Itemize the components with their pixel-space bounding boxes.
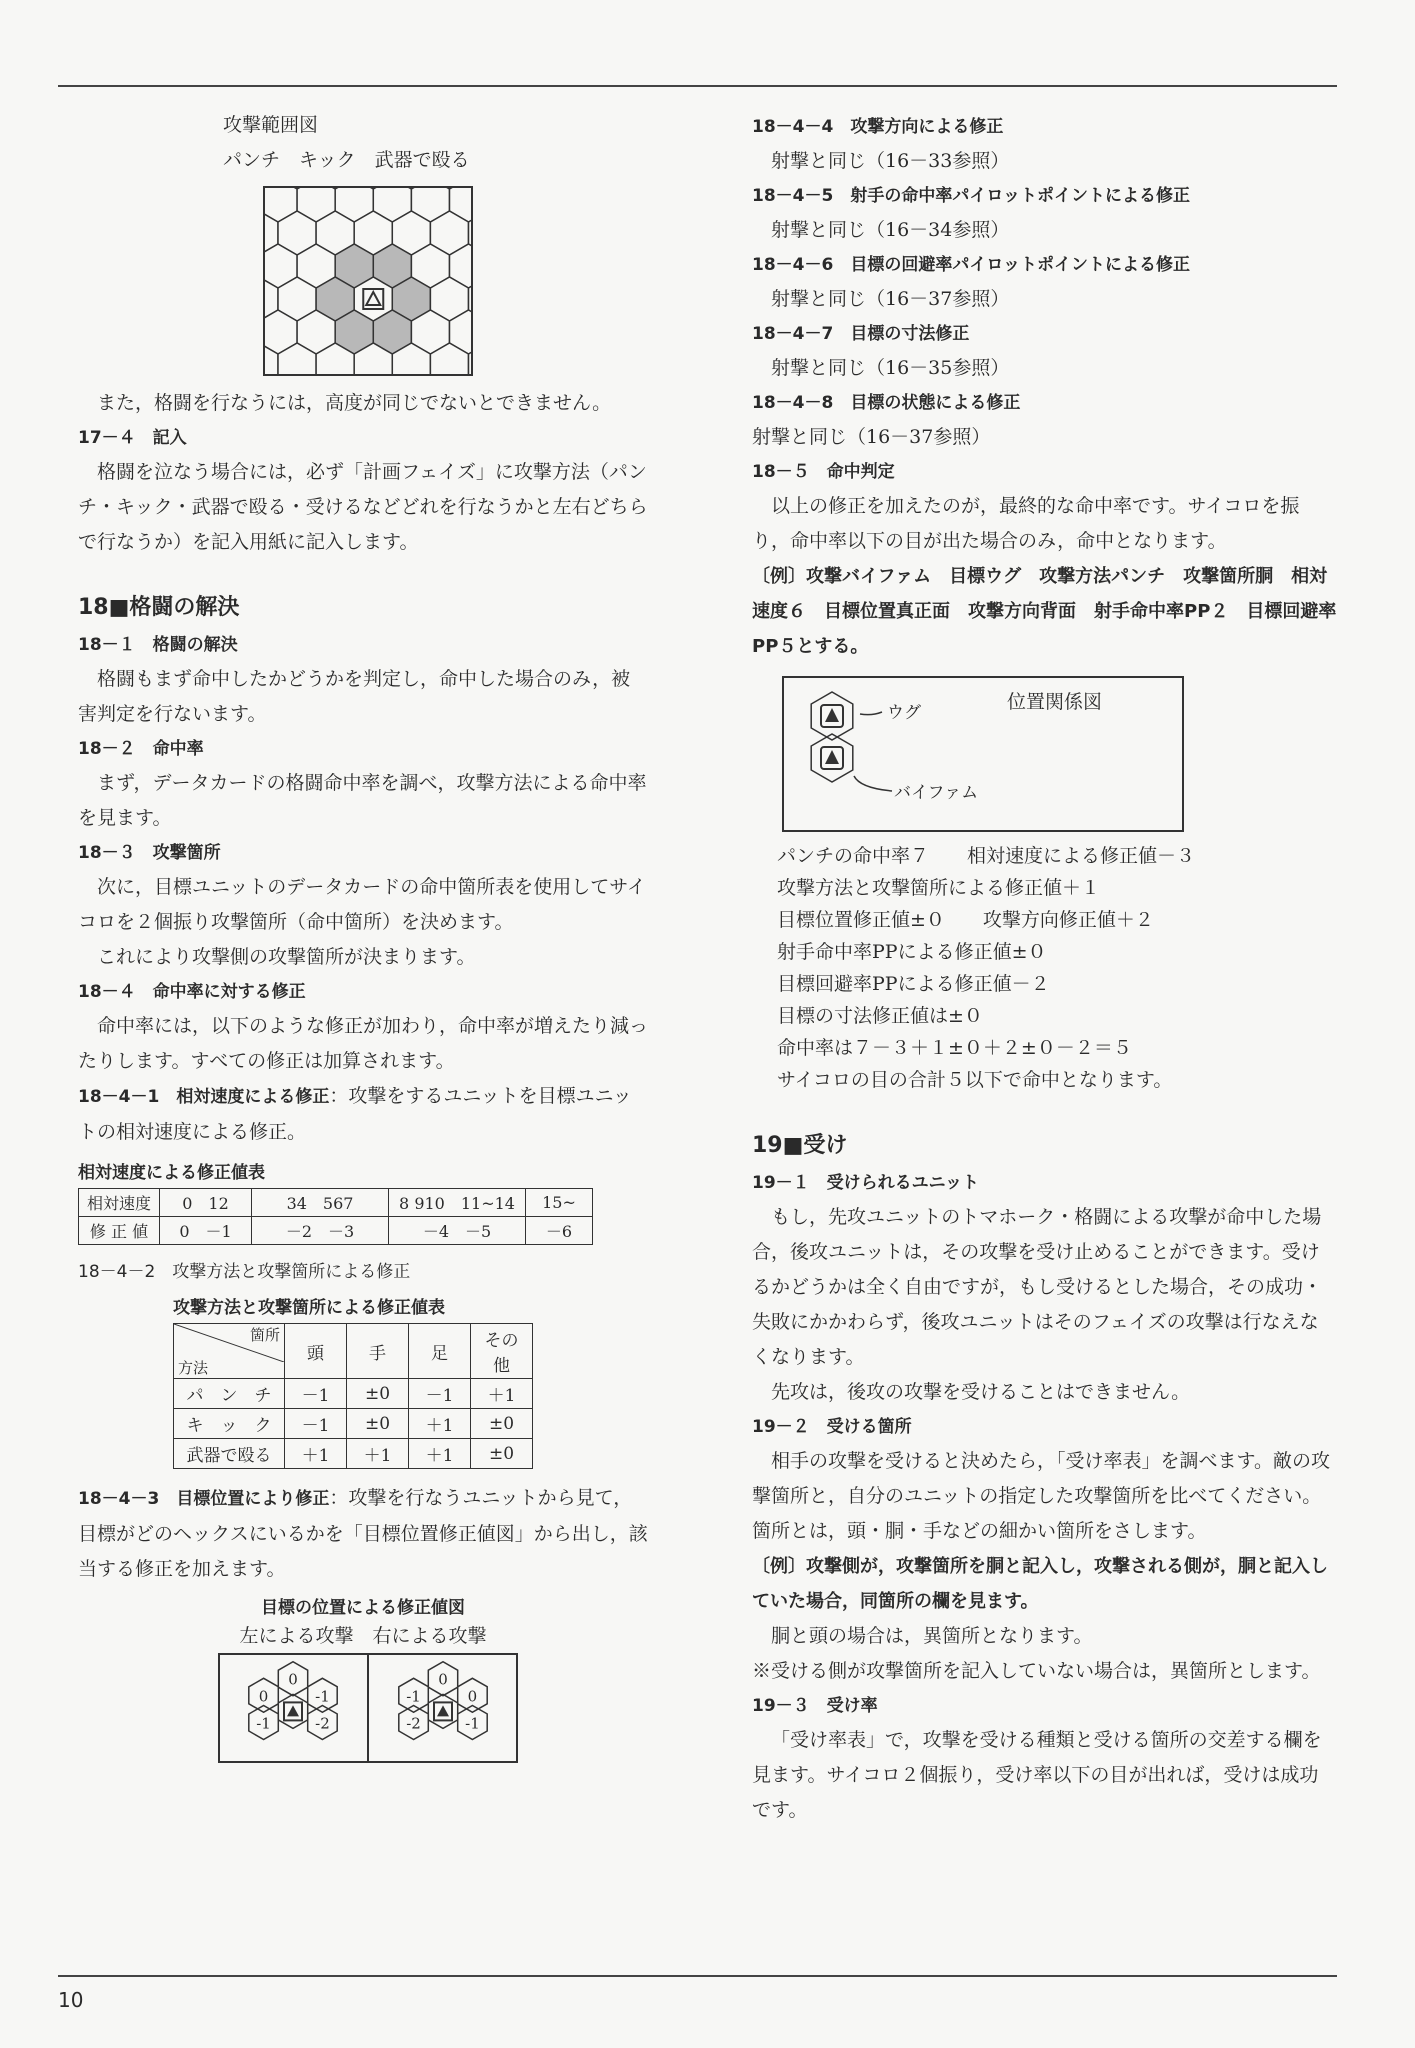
heading-18-4-8: 18－4－8 目標の状態による修正	[752, 393, 1021, 413]
heading-18-4-3: 18－4－3 目標位置により修正	[78, 1489, 330, 1509]
heading-18-3: 18－３ 攻撃箇所	[78, 843, 221, 863]
text-18-4-4: 射撃と同じ（16－33参照）	[771, 150, 1010, 172]
text-18-4-3	[78, 1481, 648, 1587]
table-header: 手	[347, 1324, 409, 1379]
table-cell: ＋1	[409, 1409, 471, 1439]
table-cell: 武器で殴る	[174, 1439, 285, 1469]
bottom-rule	[58, 1975, 1337, 1977]
heading-18-4-1: 18－4－1 相対速度による修正	[78, 1087, 330, 1107]
calc-line: 攻撃方法と攻撃箇所による修正値＋１	[777, 877, 1101, 899]
text-18-3a: 次に，目標ユニットのデータカードの命中箇所表を使用してサイコロを２個振り攻撃箇所（命中箇所）を決めます。	[78, 876, 646, 933]
table-cell: －4 －5	[389, 1217, 526, 1245]
table-row	[79, 1189, 593, 1217]
text-18-2: まず，データカードの格闘命中率を調べ，攻撃方法による命中率を見ます。	[78, 772, 647, 829]
note-text: ※受ける側が攻撃箇所を記入していない場合は，異箇所とします。	[752, 1660, 1321, 1682]
example-2: 〔例〕攻撃側が，攻撃箇所を胴と記入し，攻撃される側が，胴と記入していた場合，同箇所の欄を見ます。	[752, 1556, 1328, 1612]
ugu-label: ウグ	[887, 703, 921, 723]
table-cell: キ ッ ク	[174, 1409, 285, 1439]
text-19-1b: 先攻は，後攻の攻撃を受けることはできません。	[771, 1381, 1191, 1403]
heading-19-1: 19－１ 受けられるユニット	[752, 1173, 979, 1193]
table-cell: 8 910 11~14	[389, 1189, 526, 1217]
heading-18-4-2: 18－4－2 攻撃方法と攻撃箇所による修正	[78, 1262, 411, 1282]
speed-table-title: 相対速度による修正値表	[78, 1163, 265, 1183]
triangle-icon	[287, 1705, 299, 1716]
calc-line: パンチの命中率７ 相対速度による修正値－３	[777, 845, 1196, 867]
text-18-1: 格闘もまず命中したかどうかを判定し，命中した場合のみ，被害判定を行ないます。	[78, 668, 631, 725]
heading-18-5: 18－５ 命中判定	[752, 462, 895, 482]
speed-modifier-table	[78, 1188, 593, 1245]
corner-bottom-label: 方法	[178, 1359, 209, 1377]
modifier-value: 0	[288, 1670, 298, 1689]
modifier-value: 0	[258, 1687, 269, 1706]
text-18-3b: これにより攻撃側の攻撃箇所が決まります。	[97, 946, 476, 968]
table-cell: ＋1	[347, 1439, 409, 1469]
left-column	[78, 108, 648, 1763]
table-cell: ＋1	[471, 1379, 533, 1409]
calc-line: 目標回避率PPによる修正値－２	[777, 973, 1050, 995]
table-cell: ±0	[347, 1409, 409, 1439]
triangle-icon	[825, 708, 839, 722]
calc-line: サイコロの目の合計５以下で命中となります。	[777, 1069, 1173, 1091]
table-cell: 修 正 値	[79, 1217, 160, 1245]
modifier-value: -2	[406, 1714, 421, 1733]
table-cell: －1	[409, 1379, 471, 1409]
table-cell: 0 －1	[160, 1217, 252, 1245]
table-corner-cell	[174, 1324, 285, 1379]
text-19-2: 相手の攻撃を受けると決めたら，「受け率表」を調べます。敵の攻撃箇所と，自分のユニットの指定した攻撃箇所を比べてください。箇所とは，頭・胴・手などの細かい箇所をさします。	[752, 1450, 1330, 1542]
heading-19: 19■受け	[752, 1133, 848, 1158]
page-number: 10	[58, 1988, 84, 2012]
text-18-4-8: 射撃と同じ（16－37参照）	[752, 426, 991, 448]
calc-line: 目標の寸法修正値は±０	[777, 1005, 983, 1027]
table-row	[174, 1379, 533, 1409]
calc-line: 命中率は７－３＋１±０＋２±０－２＝５	[777, 1037, 1132, 1059]
table-header: 頭	[285, 1324, 347, 1379]
heading-18: 18■格闘の解決	[78, 595, 240, 620]
triangle-icon	[825, 750, 839, 764]
position-figure-title: 目標の位置による修正値図	[261, 1598, 465, 1618]
text-18-4-1	[78, 1079, 648, 1150]
text-18-4-1-body: ：攻撃をするユニットを目標ユニットの相対速度による修正。	[78, 1085, 632, 1143]
table-cell: ＋1	[409, 1439, 471, 1469]
table-cell: 0 12	[160, 1189, 252, 1217]
text-18-4-5: 射撃と同じ（16－34参照）	[771, 219, 1010, 241]
attack-range-figure-title: 攻撃範囲図	[223, 114, 319, 136]
position-relation-figure	[782, 676, 1184, 832]
table-cell: 相対速度	[79, 1189, 160, 1217]
heading-17-4: 17－４ 記入	[78, 428, 187, 448]
heading-18-1: 18－１ 格闘の解決	[78, 635, 238, 655]
modifier-value: -2	[315, 1714, 330, 1733]
text-18-4-3-body: ：攻撃を行なうユニットから見て，目標がどのヘックスにいるかを「目標位置修正値図」から出し，該当する修正を加えます。	[78, 1487, 648, 1580]
calc-line: 射手命中率PPによる修正値±０	[777, 941, 1047, 963]
table-cell: －2 －3	[252, 1217, 389, 1245]
text-18-4-6: 射撃と同じ（16－37参照）	[771, 288, 1010, 310]
table-row	[174, 1409, 533, 1439]
modifier-value: -1	[315, 1687, 330, 1706]
relation-figure-title: 位置関係図	[1007, 691, 1103, 713]
text-18-4-7: 射撃と同じ（16－35参照）	[771, 357, 1010, 379]
text-19-2b: 胴と頭の場合は，異箇所となります。	[771, 1625, 1093, 1647]
attack-range-hex-figure	[263, 186, 473, 376]
example-1: 〔例〕攻撃バイファム 目標ウグ 攻撃方法パンチ 攻撃箇所胴 相対速度６ 目標位置真正面 攻撃方向背面 射手命中率PP２ 目標回避率PP５とする。	[752, 566, 1337, 657]
relation-hexes	[811, 692, 853, 782]
right-column	[752, 110, 1337, 1828]
method-modifier-table	[173, 1323, 533, 1469]
text-19-1a: もし，先攻ユニットのトマホーク・格闘による攻撃が命中した場合，後攻ユニットは，その攻撃を受け止めることができます。受けるかどうかは全く自由ですが，もし受けるとした場合，その成功・失敗にかかわらず，後攻ユニットはそのフェイズの攻撃は行なえなくなります。	[752, 1206, 1323, 1368]
calculation-block	[752, 840, 1337, 1096]
table-cell: ±0	[347, 1379, 409, 1409]
vaifamu-label: バイファム	[894, 783, 979, 803]
table-cell: ±0	[471, 1439, 533, 1469]
modifier-value: -1	[406, 1687, 421, 1706]
table-row	[79, 1217, 593, 1245]
vaifamu-pointer	[854, 776, 892, 791]
ugu-pointer	[860, 712, 882, 715]
heading-18-4-6: 18－4－6 目標の回避率パイロットポイントによる修正	[752, 255, 1190, 275]
table-cell: 15~	[526, 1189, 593, 1217]
table-header: 足	[409, 1324, 471, 1379]
triangle-icon	[437, 1705, 449, 1716]
method-table-title: 攻撃方法と攻撃箇所による修正値表	[173, 1298, 445, 1318]
table-cell: －1	[285, 1409, 347, 1439]
table-cell: ±0	[471, 1409, 533, 1439]
position-modifier-figure	[218, 1653, 518, 1763]
calc-line: 目標位置修正値±０ 攻撃方向修正値＋２	[777, 909, 1154, 931]
text-18-4: 命中率には，以下のような修正が加わり，命中率が増えたり減ったりします。すべての修正は加算されます。	[78, 1015, 649, 1072]
table-header: その他	[471, 1324, 533, 1379]
text-19-3: 「受け率表」で，攻撃を受ける種類と受ける箇所の交差する欄を見ます。サイコロ２個振り，受け率以下の目が出れば，受けは成功です。	[752, 1729, 1322, 1821]
table-cell: －6	[526, 1217, 593, 1245]
position-figure-subtitle: 左による攻撃 右による攻撃	[239, 1625, 487, 1647]
right-attack-hexes	[399, 1662, 487, 1740]
modifier-value: -1	[465, 1714, 480, 1733]
modifier-value: 0	[467, 1687, 478, 1706]
table-cell: 34 567	[252, 1189, 389, 1217]
text-17-4: 格闘を泣なう場合には，必ず「計画フェイズ」に攻撃方法（パンチ・キック・武器で殴る・受けるなどどれを行なうかと左右どちらで行なうか）を記入用紙に記入します。	[78, 461, 648, 553]
heading-19-3: 19－３ 受け率	[752, 1696, 878, 1716]
heading-18-2: 18－２ 命中率	[78, 739, 204, 759]
table-cell: ＋1	[285, 1439, 347, 1469]
corner-top-label: 箇所	[249, 1326, 280, 1344]
table-row	[174, 1439, 533, 1469]
heading-19-2: 19－２ 受ける箇所	[752, 1417, 912, 1437]
altitude-text: また，格闘を行なうには，高度が同じでないとできません。	[97, 392, 612, 414]
heading-18-4-4: 18－4－4 攻撃方向による修正	[752, 117, 1004, 137]
heading-18-4-5: 18－4－5 射手の命中率パイロットポイントによる修正	[752, 186, 1190, 206]
table-cell: －1	[285, 1379, 347, 1409]
attack-range-figure-subtitle: パンチ キック 武器で殴る	[223, 149, 470, 171]
left-attack-hexes	[249, 1662, 337, 1740]
heading-18-4: 18－４ 命中率に対する修正	[78, 982, 306, 1002]
heading-18-4-7: 18－4－7 目標の寸法修正	[752, 324, 970, 344]
modifier-value: 0	[438, 1670, 448, 1689]
text-18-5: 以上の修正を加えたのが，最終的な命中率です。サイコロを振り，命中率以下の目が出た場合のみ，命中となります。	[752, 495, 1300, 552]
table-cell: パ ン チ	[174, 1379, 285, 1409]
table-row	[174, 1324, 533, 1379]
modifier-value: -1	[256, 1714, 271, 1733]
top-rule	[58, 85, 1337, 87]
